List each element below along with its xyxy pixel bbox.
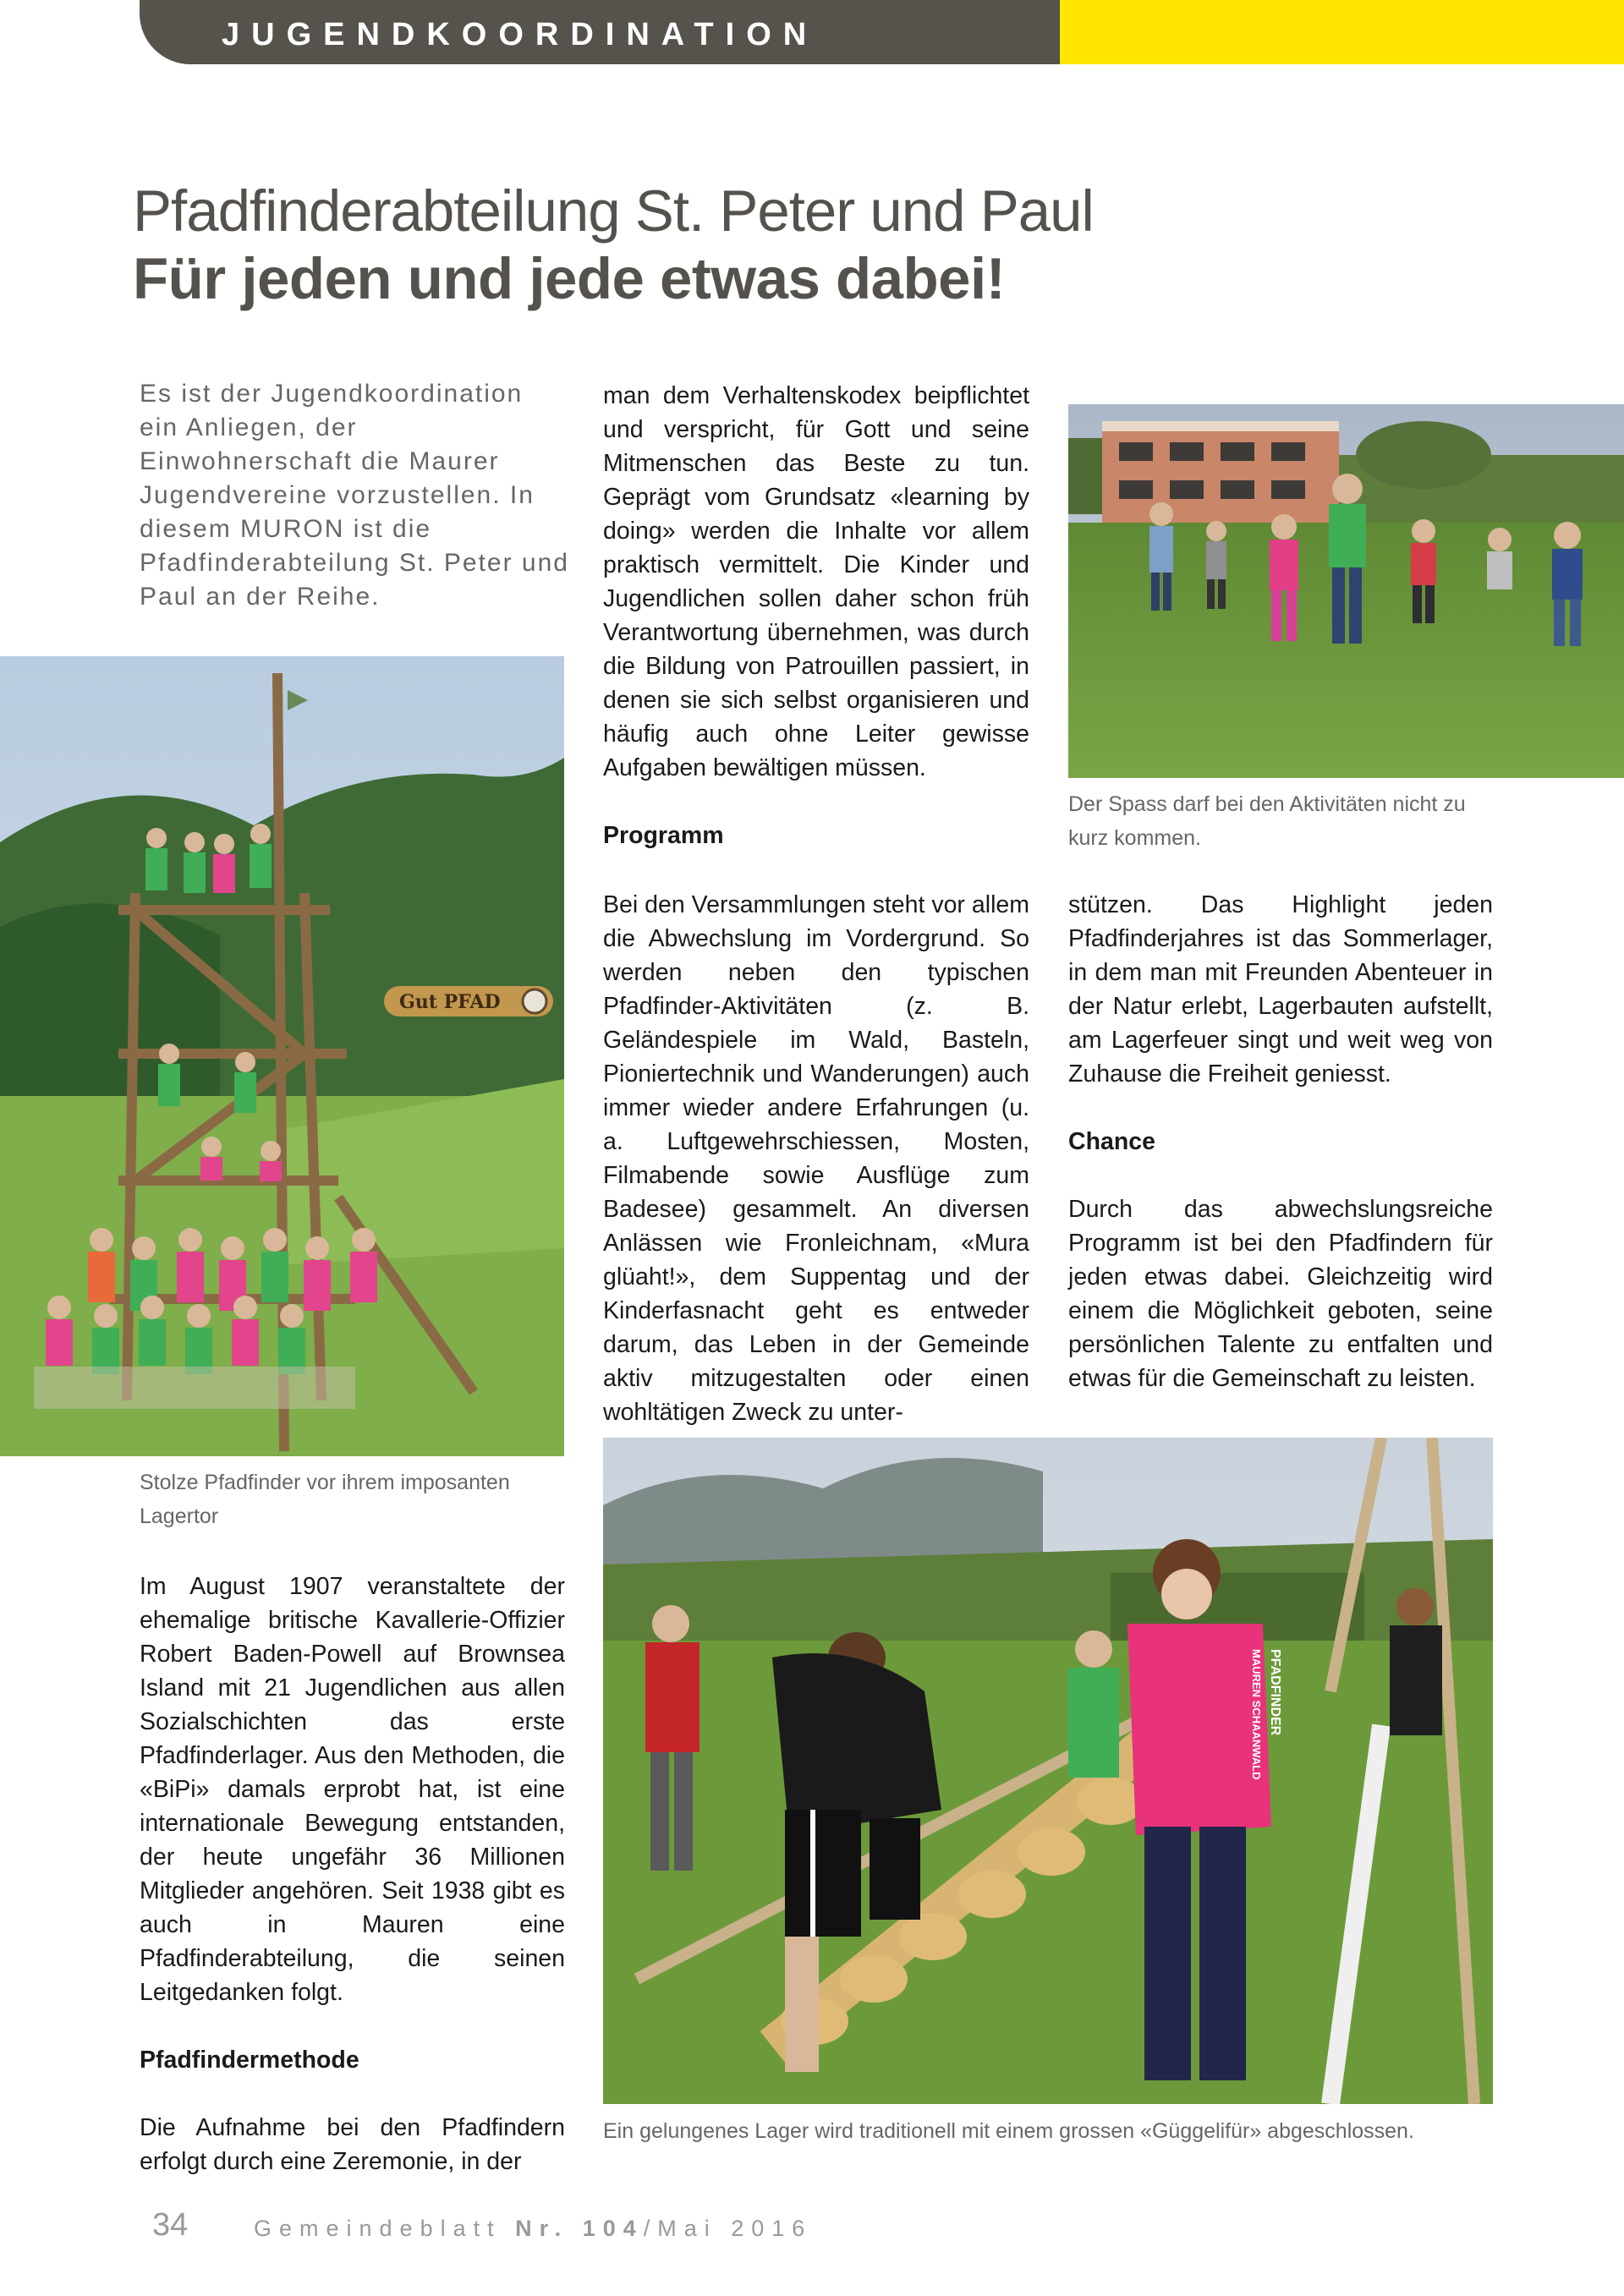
header-accent: [1060, 0, 1624, 64]
page-number: 34: [152, 2207, 189, 2243]
caption-kids: Der Spass darf bei den Aktivitäten nicht zu kurz kommen.: [1068, 792, 1466, 850]
issue-date: /Mai 2016: [643, 2216, 813, 2241]
paragraph: stützen. Das Highlight jeden Pfadfinderjahres ist das Sommerlager, in dem man mit Freunden Abenteuer in der Natur erlebt, Lagerbauten aufstellt, am Lagerfeuer singt und weit weg von Zuhause die Freiheit geniesst.: [1068, 891, 1493, 1088]
column-2-top: [603, 379, 1029, 886]
paragraph: Im August 1907 veranstaltete der ehemalige britische Kavallerie-Offizier Robert Baden-Powell auf Brownsea Island mit 21 Jugendlichen aus allen Sozialschichten das erste Pfadfinderlager. Aus den Methoden, die «BiPi» damals erprobt hat, ist eine internationale Bewegung entstanden, der heute ungefähr 36 Millionen Mitglieder angehören. Seit 1938 gibt es auch in Mauren eine Pfadfinderabteilung, die seinen Leitgedanken folgt.: [140, 1573, 565, 2006]
column-2-bottom: [603, 888, 1029, 1429]
heading-chance: Chance: [1068, 1128, 1155, 1155]
footer-publication: [254, 2216, 812, 2242]
article-title: Pfadfinderabteilung St. Peter und Paul: [133, 178, 1094, 244]
heading-pfadfindermethode: Pfadfindermethode: [140, 2047, 359, 2074]
intro-text: Es ist der Jugendkoordination ein Anliegen, der Einwohnerschaft die Maurer Jugendvereine vorzustellen. In diesem MURON ist die Pfadfinderabteilung St. Peter und Paul an der Reihe.: [140, 380, 569, 611]
paragraph: Durch das abwechslungsreiche Programm ist bei den Pfadfindern für jeden etwas dabei. Gleichzeitig wird einem die Möglichkeit geboten, seine persönlichen Talente zu entfalten und etwas für die Gemeinschaft zu leisten.: [1068, 1196, 1493, 1392]
caption-tower: Stolze Pfadfinder vor ihrem imposanten Lagertor: [140, 1471, 510, 1528]
column-1: [140, 1570, 565, 2178]
publication-name: Gemeindeblatt: [254, 2216, 502, 2241]
column-3: [1068, 888, 1493, 1395]
photo-chicken-roast: [603, 1438, 1493, 2104]
section-title: JUGENDKOORDINATION: [222, 17, 819, 52]
tower-sign-text: Gut PFAD: [399, 991, 501, 1013]
paragraph: man dem Verhaltenskodex beipflichtet und verspricht, für Gott und seine Mitmenschen das Beste zu tun. Geprägt vom Grundsatz «learning by doing» werden die Inhalte vor allem praktisch vermittelt. Die Kinder und Jugendlichen sollen daher schon früh Verantwortung übernehmen, was durch die Bildung von Patrouillen passiert, in denen sie sich selbst organisieren und häufig auch ohne Leiter gewisse Aufgaben bewältigen müssen.: [603, 382, 1029, 781]
heading-programm: Programm: [603, 822, 724, 849]
issue-number: 104: [582, 2216, 644, 2241]
paragraph: Bei den Versammlungen steht vor allem die Abwechslung im Vordergrund. So werden neben den typischen Pfadfinder-Aktivitäten (z. B. Geländespiele im Wald, Basteln, Pioniertechnik und Wanderungen) auch immer wieder andere Erfahrungen (u. a. Luftgewehrschiessen, Mosten, Filmabende sowie Ausflüge zum Badesee) gesammelt. An diversen Anlässen wie Fronleichnam, «Mura glüaht!», dem Suppentag und der Kinderfasnacht geht es entweder darum, das Leben in der Gemeinde aktiv mitzugestalten oder einen wohltätigen Zweck zu unter-: [603, 891, 1029, 1426]
shirt-text-line1: PFADFINDER: [1268, 1649, 1282, 1736]
shirt-text-line2: MAUREN SCHAANWALD: [1250, 1649, 1263, 1780]
article-subtitle: Für jeden und jede etwas dabei!: [133, 246, 1006, 311]
photo-scout-tower: [0, 656, 564, 1456]
paragraph: Die Aufnahme bei den Pfadfindern erfolgt durch eine Zeremonie, in der: [140, 2114, 565, 2175]
caption-fire: Ein gelungenes Lager wird traditionell mit einem grossen «Güggelifür» abgeschlossen.: [603, 2119, 1414, 2143]
issue-label: Nr.: [515, 2216, 569, 2241]
photo-kids-playing: [1068, 404, 1624, 778]
